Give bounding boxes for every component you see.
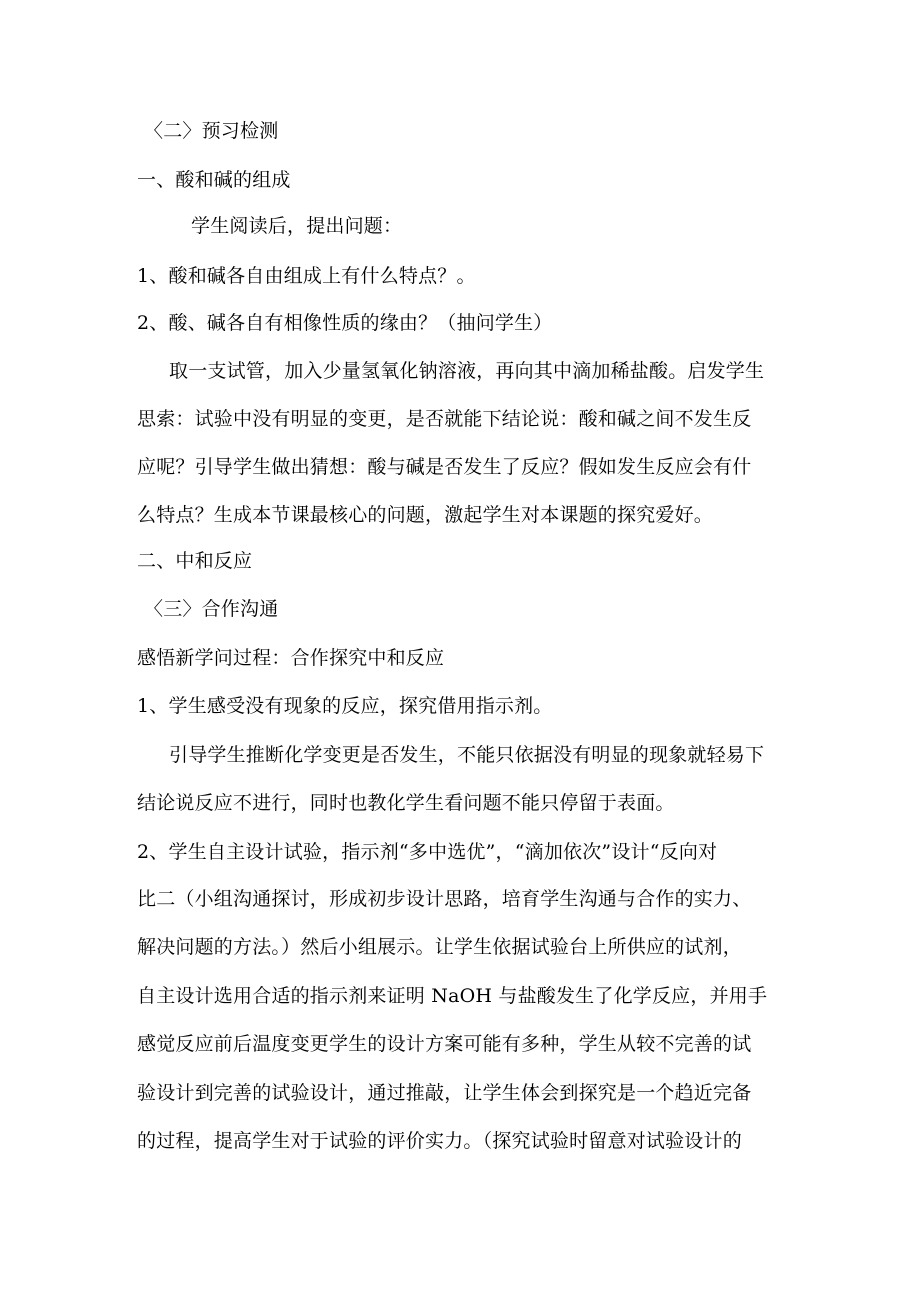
paragraph-line: 感悟新学问过程：合作探究中和反应 [137, 647, 445, 669]
paragraph-line: 解决问题的方法。）然后小组展示。让学生依据试验台上所供应的试剂， [137, 936, 742, 958]
paragraph-line: 感觉反应前后温度变更学生的设计方案可能有多种，学生从较不完善的试 [137, 1033, 752, 1055]
section-heading-acid-base-composition: 一、酸和碱的组成 [137, 169, 291, 191]
paragraph-line: 学生阅读后，提出问题： [191, 215, 403, 237]
paragraph-line: 结论说反应不进行，同时也教化学生看问题不能只停留于表面。 [137, 792, 675, 814]
section-heading-neutralization: 二、中和反应 [137, 550, 253, 572]
list-item-1: 1、学生感受没有现象的反应，探究借用指示剂。 [137, 695, 553, 717]
paragraph-line: 么特点？生成本节课最核心的问题，激起学生对本课题的探究爱好。 [137, 504, 714, 526]
paragraph-line: 取一支试管，加入少量氢氧化钠溶液，再向其中滴加稀盐酸。启发学生 [169, 360, 765, 382]
question-item-2: 2、酸、碱各自有相像性质的缘由？（抽问学生） [137, 312, 553, 334]
question-item-1: 1、酸和碱各自由组成上有什么特点？。 [137, 265, 476, 287]
paragraph-line: 引导学生推断化学变更是否发生，不能只依据没有明显的现象就轻易下 [169, 744, 765, 766]
section-heading-cooperation: 〈三〉合作沟通 [144, 598, 279, 620]
paragraph-line: 自主设计选用合适的指示剂来证明 NaOH 与盐酸发生了化学反应，并用手 [137, 985, 768, 1007]
paragraph-line: 验设计到完善的试验设计，通过推敲，让学生体会到探究是一个趋近完备 [137, 1082, 752, 1104]
paragraph-line: 应呢？引导学生做出猜想：酸与碱是否发生了反应？假如发生反应会有什 [137, 456, 752, 478]
paragraph-line: 的过程，提高学生对于试验的评价实力。（探究试验时留意对试验设计的 [137, 1130, 742, 1152]
section-heading-preview-check: 〈二〉预习检测 [144, 120, 279, 142]
paragraph-line: 比二（小组沟通探讨，形成初步设计思路，培育学生沟通与合作的实力、 [137, 888, 752, 910]
list-item-2: 2、学生自主设计试验，指示剂“多中选优”，“滴加依次”设计“反向对 [137, 841, 718, 863]
paragraph-line: 思索：试验中没有明显的变更，是否就能下结论说：酸和碱之间不发生反 [137, 408, 752, 430]
